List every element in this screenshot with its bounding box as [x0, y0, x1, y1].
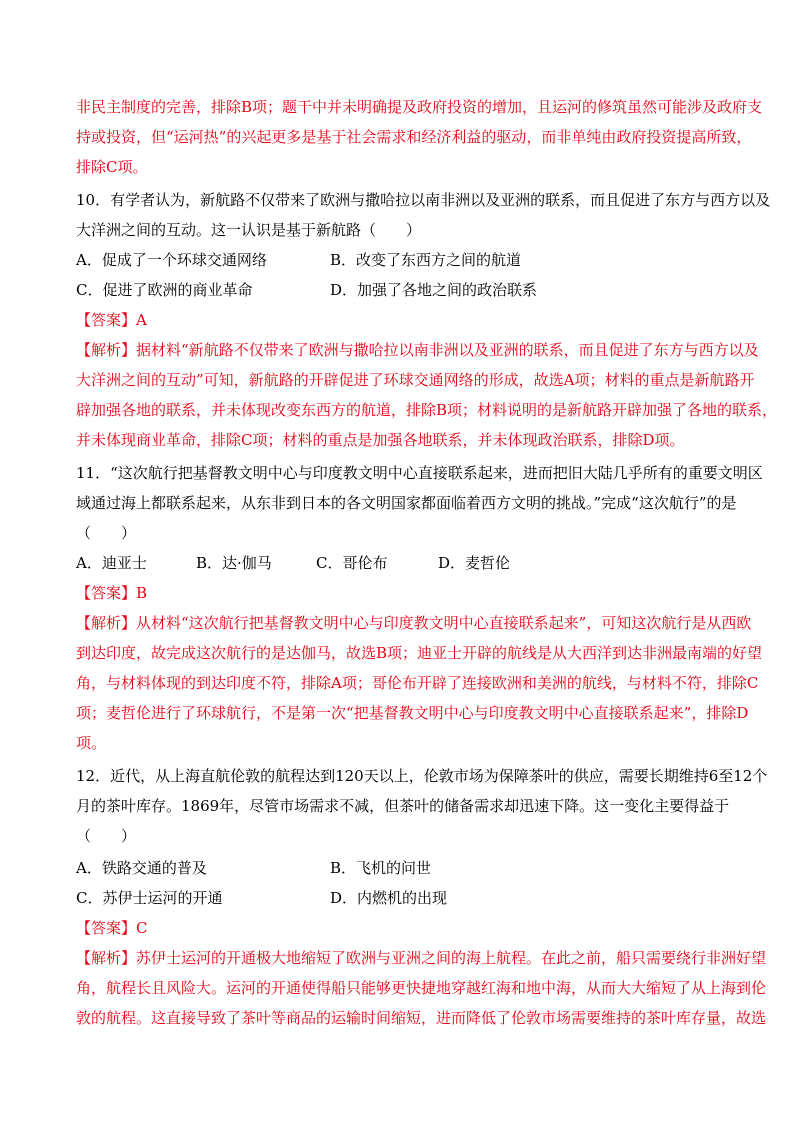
q11-answer: 【答案】B: [76, 584, 148, 602]
q12-option-d: D．内燃机的出现: [330, 889, 448, 907]
q11-explanation-line-3: 角，与材料体现的到达印度不符，排除A项；哥伦布开辟了连接欧洲和美洲的航线，与材料不符，排除C: [76, 674, 759, 692]
q11-explanation-line-1: 【解析】从材料“这次航行把基督教文明中心与印度教文明中心直接联系起来”，可知这次航行是从西欧: [76, 614, 752, 632]
q11-stem-line-2: 域通过海上都联系起来，从东非到日本的各文明国家都面临着西方文明的挑战。”完成“这次航行”的是: [76, 494, 737, 512]
q12-option-a: A．铁路交通的普及: [76, 859, 207, 877]
q12-option-b: B．飞机的问世: [330, 859, 432, 877]
prev-explanation-line-3: 排除C项。: [76, 158, 148, 176]
q12-answer: 【答案】C: [76, 919, 148, 937]
q10-option-b: B．改变了东西方之间的航道: [330, 251, 522, 269]
q11-stem-line-1: 11．“这次航行把基督教文明中心与印度教文明中心直接联系起来，进而把旧大陆几乎所有的重要文明区: [76, 464, 763, 482]
q10-option-a: A．促成了一个环球交通网络: [76, 251, 267, 269]
q10-option-d: D．加强了各地之间的政治联系: [330, 281, 538, 299]
q10-option-c: C．促进了欧洲的商业革命: [76, 281, 253, 299]
q12-explanation-line-1: 【解析】苏伊士运河的开通极大地缩短了欧洲与亚洲之间的海上航程。在此之前，船只需要绕行非洲好望: [76, 949, 767, 967]
q12-option-c: C．苏伊士运河的开通: [76, 889, 223, 907]
q10-explanation-line-1: 【解析】据材料“新航路不仅带来了欧洲与撒哈拉以南非洲以及亚洲的联系，而且促进了东方与西方以及: [76, 341, 759, 359]
q12-stem-line-1: 12．近代，从上海直航伦敦的航程达到120天以上，伦敦市场为保障茶叶的供应，需要长期维持6至12个: [76, 767, 768, 785]
q10-stem-line-2: 大洋洲之间的互动。这一认识是基于新航路（ ）: [76, 221, 422, 239]
q11-option-a: A．迪亚士: [76, 554, 147, 572]
prev-explanation-line-2: 持或投资，但“运河热”的兴起更多是基于社会需求和经济利益的驱动，而非单纯由政府投资提高所致，: [76, 128, 752, 146]
q10-answer: 【答案】A: [76, 311, 147, 329]
q12-explanation-line-3: 敦的航程。这直接导致了茶叶等商品的运输时间缩短，进而降低了伦敦市场需要维持的茶叶库存量，故选: [76, 1009, 767, 1027]
q12-explanation-line-2: 角，航程长且风险大。运河的开通使得船只能够更快捷地穿越红海和地中海，从而大大缩短了从上海到伦: [76, 979, 767, 997]
q11-stem-line-3: （ ）: [76, 524, 137, 542]
q11-option-c: C．哥伦布: [316, 554, 388, 572]
q12-stem-line-3: （ ）: [76, 827, 137, 845]
q10-explanation-line-2: 大洋洲之间的互动”可知，新航路的开辟促进了环球交通网络的形成，故选A项；材料的重点是新航路开: [76, 371, 755, 389]
q11-explanation-line-4: 项；麦哲伦进行了环球航行，不是第一次“把基督教文明中心与印度教文明中心直接联系起来”，排除D: [76, 704, 749, 722]
q10-explanation-line-3: 辟加强各地的联系，并未体现改变东西方的航道，排除B项；材料说明的是新航路开辟加强了各地的联系，: [76, 401, 778, 419]
q11-option-b: B．达·伽马: [196, 554, 272, 572]
q10-stem-line-1: 10．有学者认为，新航路不仅带来了欧洲与撒哈拉以南非洲以及亚洲的联系，而且促进了东方与西方以及: [76, 191, 771, 209]
q11-explanation-line-5: 项。: [76, 734, 107, 752]
q11-option-d: D．麦哲伦: [438, 554, 511, 572]
prev-explanation-line-1: 非民主制度的完善，排除B项；题干中并未明确提及政府投资的增加，且运河的修筑虽然可能涉及政府支: [76, 98, 763, 116]
q10-explanation-line-4: 并未体现商业革命，排除C项；材料的重点是加强各地联系，并未体现政治联系，排除D项。: [76, 431, 685, 449]
q12-stem-line-2: 月的茶叶库存。1869年，尽管市场需求不减，但茶叶的储备需求却迅速下降。这一变化主要得益于: [76, 797, 730, 815]
q11-explanation-line-2: 到达印度，故完成这次航行的是达伽马，故选B项；迪亚士开辟的航线是从大西洋到达非洲最南端的好望: [76, 644, 763, 662]
